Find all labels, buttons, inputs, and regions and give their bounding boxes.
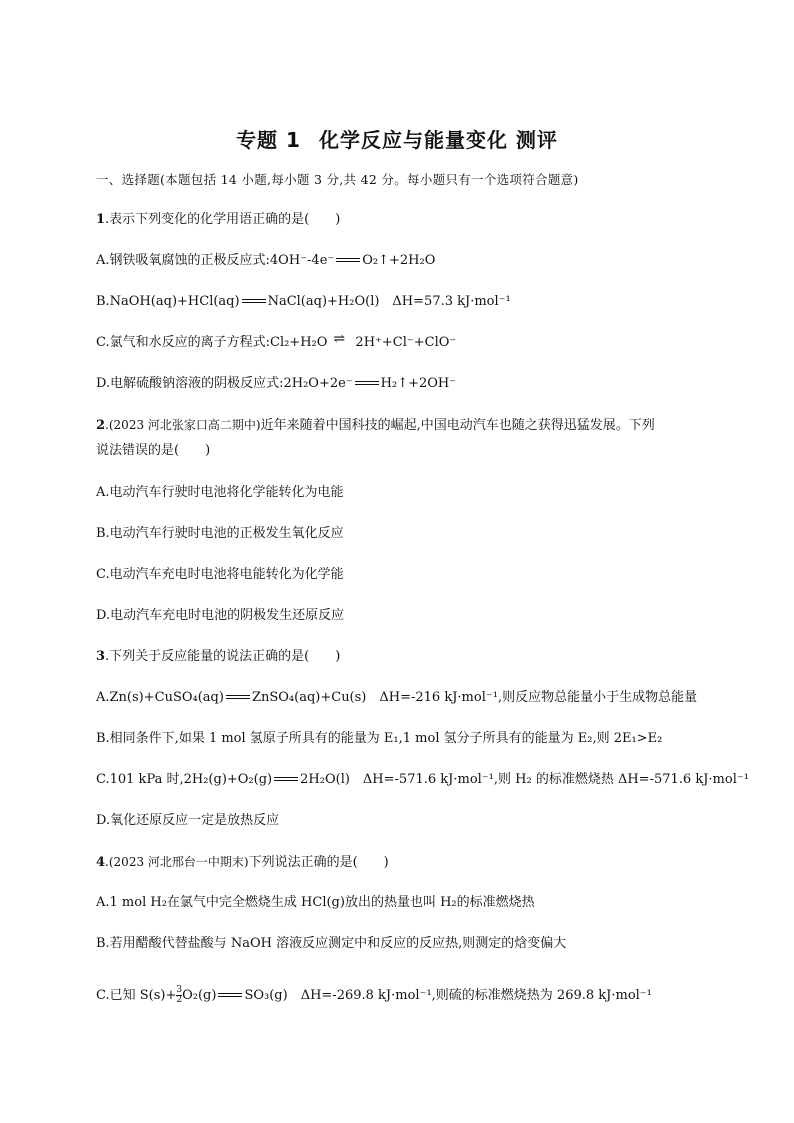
q1-option-a [96, 252, 435, 270]
fraction-numerator: 3 [176, 985, 183, 995]
equals-sign [240, 293, 268, 311]
q4-option-b: B.若用醋酸代替盐酸与 NaOH 溶液反应测定中和反应的反应热,则测定的焓变偏大 [96, 936, 567, 951]
equals-sign [334, 252, 362, 270]
q2-option-d: D.电动汽车充电时电池的阴极发生还原反应 [96, 608, 345, 623]
option-text-tail: O₂↑+2H₂O [362, 253, 436, 268]
option-text: C.101 kPa 时,2H₂(g)+O₂(g) [96, 772, 273, 787]
page-title [0, 124, 794, 153]
q4-option-a: A.1 mol H₂在氯气中完全燃烧生成 HCl(g)放出的热量也叫 H₂的标准燃烧热 [96, 895, 535, 910]
option-text-tail: NaCl(aq)+H₂O(l) ΔH=57.3 kJ·mol⁻¹ [267, 294, 511, 309]
option-text: D.电解硫酸钠溶液的阴极反应式:2H₂O+2e⁻ [96, 376, 353, 391]
q3-option-a [96, 689, 697, 707]
option-text-tail: 2H⁺+Cl⁻+ClO⁻ [355, 335, 457, 350]
option-text: C.已知 S(s)+ [96, 988, 177, 1003]
question-text: .表示下列变化的化学用语正确的是( ) [105, 212, 341, 227]
option-text: A.钢铁吸氧腐蚀的正极反应式:4OH⁻-4e⁻ [96, 253, 335, 268]
question-source: .(2023 河北张家口高二期中) [105, 418, 261, 432]
question-2-stem [96, 416, 655, 435]
equals-sign [272, 771, 300, 789]
q3-option-c [96, 771, 749, 789]
question-text: 下列说法正确的是( ) [248, 855, 389, 870]
question-1-stem [96, 211, 340, 229]
option-text-tail: ZnSO₄(aq)+Cu(s) ΔH=-216 kJ·mol⁻¹,则反应物总能量小于生成物总能量 [251, 690, 698, 705]
equals-sign [224, 689, 252, 707]
option-text-tail: SO₃(g) ΔH=-269.8 kJ·mol⁻¹,则硫的标准燃烧热为 269.8 kJ·mol⁻¹ [244, 988, 652, 1003]
q1-option-c [96, 334, 456, 352]
q2-option-a: A.电动汽车行驶时电池将化学能转化为电能 [96, 485, 344, 500]
section-header: 一、选择题(本题包括 14 小题,每小题 3 分,共 42 分。每小题只有一个选项符合题意) [96, 172, 579, 187]
option-text: C.氯气和水反应的离子方程式:Cl₂+H₂O [96, 335, 328, 350]
q3-option-b: B.相同条件下,如果 1 mol 氢原子所具有的能量为 E₁,1 mol 氢分子所具有的能量为 E₂,则 2E₁>E₂ [96, 731, 663, 746]
option-text: B.NaOH(aq)+HCl(aq) [96, 294, 240, 309]
question-number: 2 [96, 418, 106, 433]
option-text-tail: 2H₂O(l) ΔH=-571.6 kJ·mol⁻¹,则 H₂ 的标准燃烧热 ΔH=-571.6 kJ·mol⁻¹ [300, 772, 749, 787]
question-number: 4 [96, 855, 106, 870]
option-text-mid: O₂(g) [182, 988, 217, 1003]
title-name: 化学反应与能量变化 测评 [318, 128, 558, 152]
reversible-arrow [327, 336, 355, 346]
question-number: 3 [96, 649, 106, 664]
title-topic: 专题 1 [236, 128, 301, 152]
equals-sign [216, 987, 244, 1005]
question-text: 近年来随着中国科技的崛起,中国电动汽车也随之获得迅猛发展。下列 [260, 418, 655, 433]
question-2-stem-cont: 说法错误的是( ) [96, 443, 211, 458]
question-text: .下列关于反应能量的说法正确的是( ) [105, 649, 341, 664]
q2-option-b: B.电动汽车行驶时电池的正极发生氧化反应 [96, 526, 344, 541]
q3-option-d: D.氧化还原反应一定是放热反应 [96, 813, 280, 828]
q2-option-c: C.电动汽车充电时电池将电能转化为化学能 [96, 567, 344, 582]
equals-sign [353, 375, 381, 393]
question-number: 1 [96, 212, 106, 227]
q4-option-c [96, 986, 652, 1005]
q1-option-b [96, 293, 511, 311]
q1-option-d [96, 375, 456, 393]
question-4-stem [96, 853, 389, 872]
question-source: .(2023 河北邢台一中期末) [105, 855, 249, 869]
fraction-denominator: 2 [176, 995, 183, 1005]
option-text: A.Zn(s)+CuSO₄(aq) [96, 690, 224, 705]
option-text-tail: H₂↑+2OH⁻ [380, 376, 457, 391]
question-3-stem [96, 648, 340, 666]
